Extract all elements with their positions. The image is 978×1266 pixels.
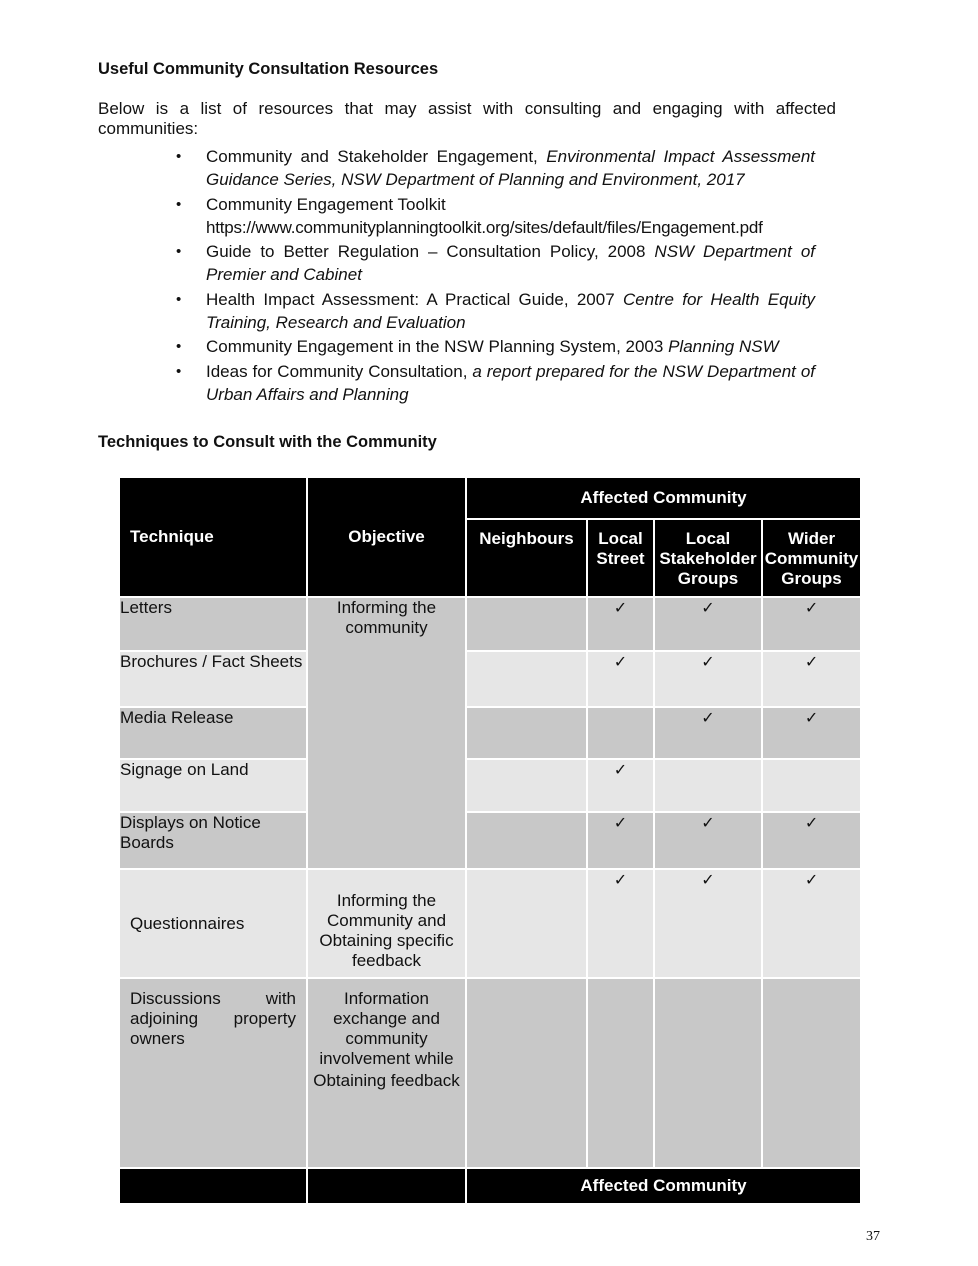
objective-line: Information exchange and community involvement while (319, 989, 454, 1068)
local-street-cell: ✓ (587, 651, 654, 707)
wider-community-cell (762, 978, 861, 1168)
resource-text: Guide to Better Regulation – Consultation Policy, 2008 (206, 242, 655, 261)
resource-url[interactable]: https://www.communityplanningtoolkit.org/sites/default/files/Engagement.pdf (206, 217, 763, 237)
objective-cell: Informing the community (307, 597, 466, 869)
wider-community-cell: ✓ (762, 707, 861, 759)
resource-source: a report prepared for the NSW Department of Urban Affairs and Planning (206, 361, 815, 404)
technique-cell: Brochures / Fact Sheets (119, 651, 307, 707)
list-item (172, 145, 815, 191)
intro-paragraph: Below is a list of resources that may assist with consulting and engaging with affected communities: (98, 99, 836, 138)
header-wider-community: Wider Community Groups (762, 519, 861, 597)
resource-text: Health Impact Assessment: A Practical Guide, 2007 (206, 289, 623, 309)
list-item (172, 288, 815, 334)
technique-cell: Displays on Notice Boards (119, 812, 307, 869)
local-stakeholder-cell: ✓ (654, 651, 762, 707)
bullet-icon: • (176, 195, 182, 213)
technique-cell: Questionnaires (119, 869, 307, 978)
bullet-icon: • (176, 148, 182, 165)
table-row (119, 651, 861, 707)
local-stakeholder-cell: ✓ (654, 597, 762, 651)
list-item (172, 335, 815, 358)
neighbours-cell (466, 597, 587, 651)
bullet-icon: • (176, 362, 182, 380)
neighbours-cell (466, 651, 587, 707)
page-number: 37 (866, 1229, 880, 1244)
local-stakeholder-cell: ✓ (654, 707, 762, 759)
wider-community-cell: ✓ (762, 812, 861, 869)
resource-source: NSW Department of Premier and Cabinet (206, 242, 815, 284)
table-row (119, 812, 861, 869)
header-neighbours: Neighbours (466, 519, 587, 597)
technique-cell: Media Release (119, 707, 307, 759)
resource-text: Ideas for Community Consultation, (206, 361, 473, 381)
neighbours-cell (466, 759, 587, 812)
table-row (119, 597, 861, 651)
footer-blank (119, 1168, 307, 1204)
table-footer-row (119, 1168, 861, 1204)
technique-cell: Letters (119, 597, 307, 651)
neighbours-cell (466, 978, 587, 1168)
wider-community-cell (762, 759, 861, 812)
table-row (119, 759, 861, 812)
table-row (119, 869, 861, 978)
local-stakeholder-cell (654, 759, 762, 812)
resource-text: Community and Stakeholder Engagement, (206, 147, 547, 166)
list-item (172, 360, 815, 406)
local-stakeholder-cell (654, 978, 762, 1168)
footer-blank (307, 1168, 466, 1204)
techniques-heading: Techniques to Consult with the Community (98, 433, 437, 451)
resource-source: Environmental Impact Assessment Guidance Series, NSW Department of Planning and Environment, 2017 (206, 147, 815, 189)
local-street-cell (587, 707, 654, 759)
neighbours-cell (466, 812, 587, 869)
bullet-icon: • (176, 338, 182, 355)
table-row (119, 707, 861, 759)
header-affected-community: Affected Community (466, 477, 861, 519)
resource-text: Community Engagement Toolkit (206, 194, 446, 214)
resources-heading: Useful Community Consultation Resources (98, 60, 439, 78)
techniques-table (118, 476, 862, 1205)
technique-cell: Signage on Land (119, 759, 307, 812)
list-item (172, 240, 815, 286)
objective-cell (307, 978, 466, 1168)
technique-cell: Discussions with adjoining property owners (119, 978, 307, 1168)
local-stakeholder-cell: ✓ (654, 812, 762, 869)
header-local-stakeholder: Local Stakeholder Groups (654, 519, 762, 597)
header-technique: Technique (119, 477, 307, 597)
local-street-cell: ✓ (587, 869, 654, 978)
local-street-cell (587, 978, 654, 1168)
local-street-cell: ✓ (587, 812, 654, 869)
local-street-cell: ✓ (587, 597, 654, 651)
resources-list (172, 145, 815, 407)
neighbours-cell (466, 707, 587, 759)
table-row (119, 978, 861, 1168)
footer-affected-community: Affected Community (466, 1168, 861, 1204)
wider-community-cell: ✓ (762, 597, 861, 651)
header-local-street: Local Street (587, 519, 654, 597)
header-objective: Objective (307, 477, 466, 597)
list-item (172, 193, 815, 239)
local-street-cell: ✓ (587, 759, 654, 812)
resource-source: Centre for Health Equity Training, Research and Evaluation (206, 289, 816, 332)
local-stakeholder-cell: ✓ (654, 869, 762, 978)
neighbours-cell (466, 869, 587, 978)
bullet-icon: • (176, 290, 182, 308)
bullet-icon: • (176, 243, 182, 260)
wider-community-cell: ✓ (762, 869, 861, 978)
objective-cell: Informing the Community and Obtaining specific feedback (307, 869, 466, 978)
resource-source: Planning NSW (668, 337, 779, 356)
resource-text: Community Engagement in the NSW Planning System, 2003 (206, 337, 669, 356)
objective-line: Obtaining feedback (313, 1071, 460, 1090)
wider-community-cell: ✓ (762, 651, 861, 707)
